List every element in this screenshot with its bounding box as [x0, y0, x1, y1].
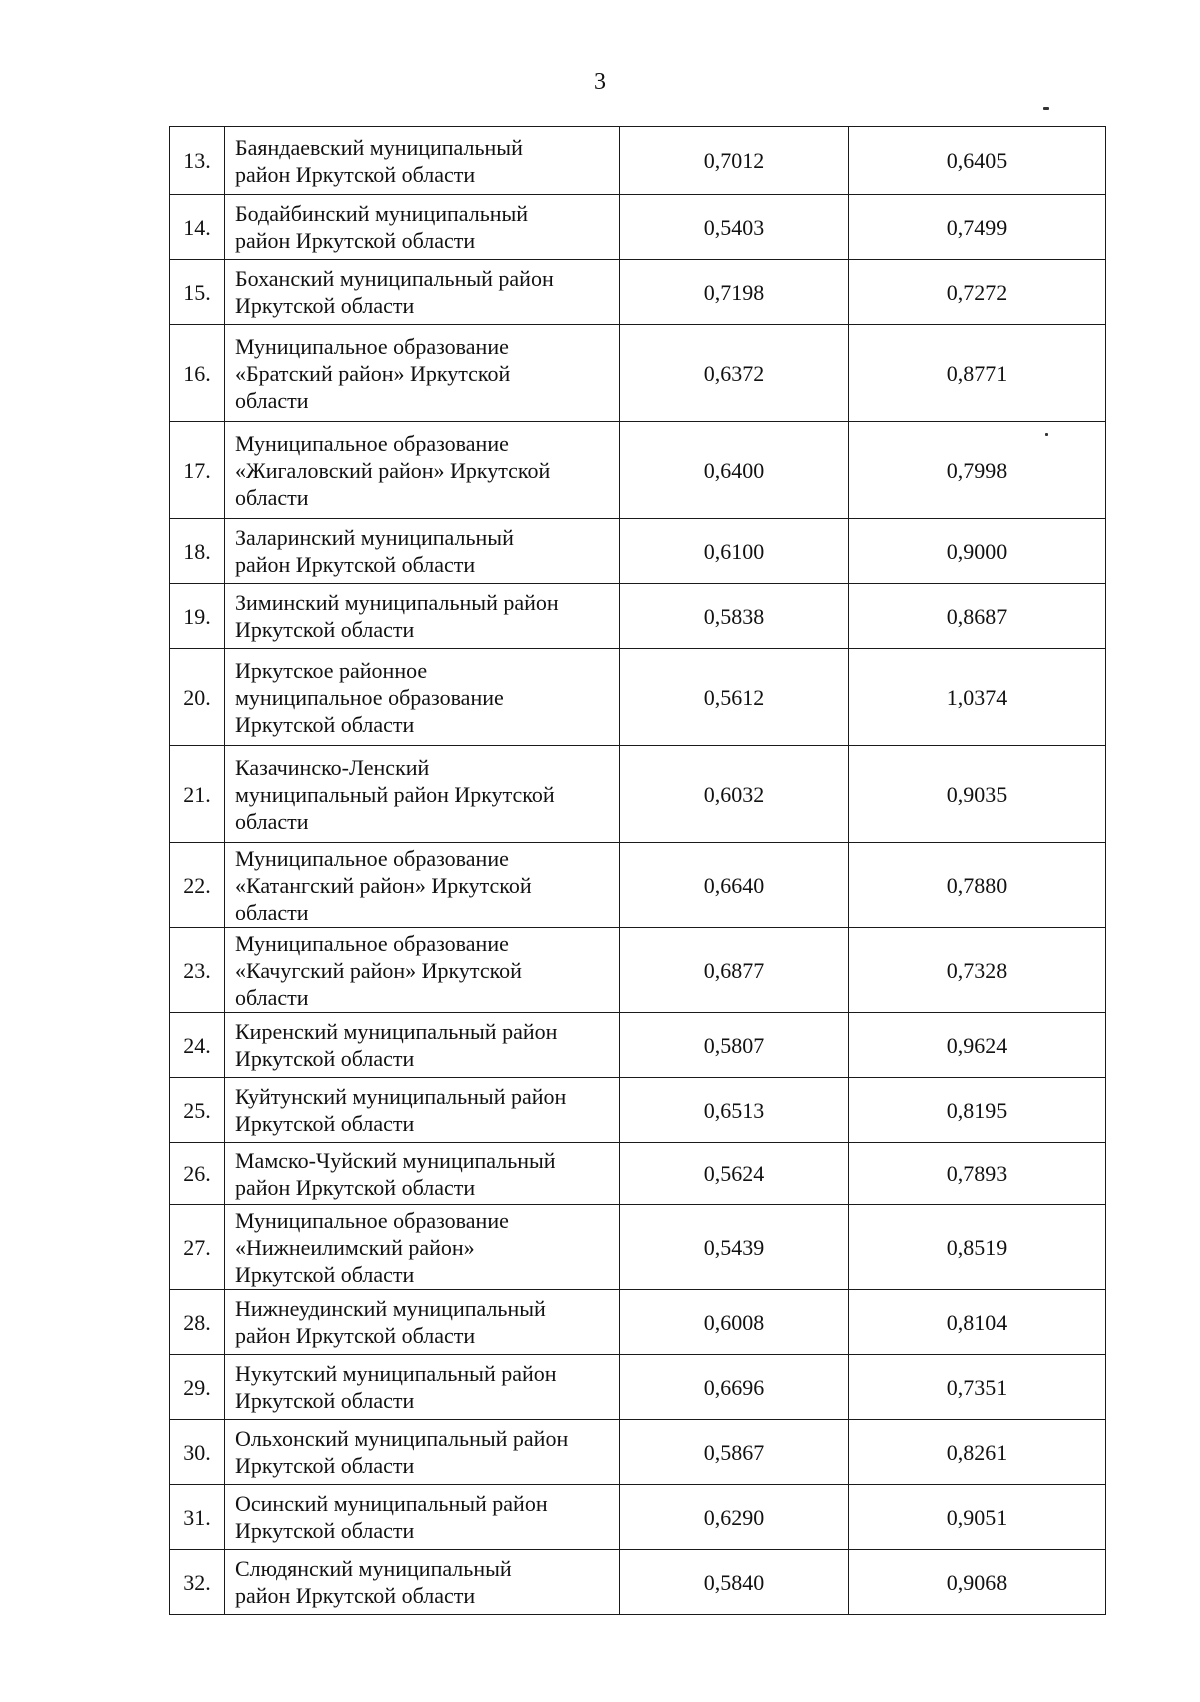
row-number: 27.	[170, 1205, 225, 1290]
indicator-value-1: 0,6640	[620, 843, 849, 928]
indicator-value-2: 0,7499	[849, 195, 1106, 260]
row-number: 16.	[170, 325, 225, 422]
municipality-name: Слюдянский муниципальный район Иркутской области	[225, 1550, 620, 1615]
indicator-value-2: 0,7880	[849, 843, 1106, 928]
row-number: 29.	[170, 1355, 225, 1420]
table-body	[170, 127, 1106, 1615]
municipality-name: Нижнеудинский муниципальный район Иркутской области	[225, 1290, 620, 1355]
table-row	[170, 260, 1106, 325]
table-row	[170, 127, 1106, 195]
indicator-value-1: 0,6372	[620, 325, 849, 422]
indicator-value-1: 0,5807	[620, 1013, 849, 1078]
table-row	[170, 1143, 1106, 1205]
table-row	[170, 1205, 1106, 1290]
table-row	[170, 928, 1106, 1013]
row-number: 25.	[170, 1078, 225, 1143]
indicator-value-1: 0,6008	[620, 1290, 849, 1355]
indicator-value-2: 1,0374	[849, 649, 1106, 746]
municipality-name: Зиминский муниципальный район Иркутской области	[225, 584, 620, 649]
indicator-value-2: 0,9035	[849, 746, 1106, 843]
indicator-value-1: 0,5624	[620, 1143, 849, 1205]
row-number: 21.	[170, 746, 225, 843]
row-number: 32.	[170, 1550, 225, 1615]
indicator-value-1: 0,6696	[620, 1355, 849, 1420]
indicator-value-2: 0,7893	[849, 1143, 1106, 1205]
indicator-value-1: 0,5612	[620, 649, 849, 746]
indicator-value-1: 0,5403	[620, 195, 849, 260]
table-row	[170, 1550, 1106, 1615]
municipality-name: Бодайбинский муниципальный район Иркутской области	[225, 195, 620, 260]
indicator-value-2: 0,8261	[849, 1420, 1106, 1485]
municipality-name: Иркутское районное муниципальное образование Иркутской области	[225, 649, 620, 746]
indicator-value-2: 0,9051	[849, 1485, 1106, 1550]
municipality-name: Муниципальное образование «Нижнеилимский район» Иркутской области	[225, 1205, 620, 1290]
table-row	[170, 584, 1106, 649]
municipality-name: Муниципальное образование «Качугский район» Иркутской области	[225, 928, 620, 1013]
municipality-name: Куйтунский муниципальный район Иркутской области	[225, 1078, 620, 1143]
indicator-value-2: 0,7998	[849, 422, 1106, 519]
indicator-value-2: 0,9068	[849, 1550, 1106, 1615]
indicators-table	[169, 126, 1106, 1615]
scan-speck	[1043, 107, 1049, 110]
indicator-value-2: 0,6405	[849, 127, 1106, 195]
indicator-value-1: 0,5439	[620, 1205, 849, 1290]
table-row	[170, 843, 1106, 928]
indicator-value-2: 0,8104	[849, 1290, 1106, 1355]
indicator-value-1: 0,5867	[620, 1420, 849, 1485]
indicator-value-1: 0,5840	[620, 1550, 849, 1615]
table-row	[170, 1485, 1106, 1550]
indicator-value-2: 0,7351	[849, 1355, 1106, 1420]
municipality-name: Баяндаевский муниципальный район Иркутской области	[225, 127, 620, 195]
indicator-value-2: 0,7328	[849, 928, 1106, 1013]
indicator-value-1: 0,6100	[620, 519, 849, 584]
indicator-value-2: 0,8519	[849, 1205, 1106, 1290]
indicator-value-2: 0,9624	[849, 1013, 1106, 1078]
indicator-value-1: 0,6513	[620, 1078, 849, 1143]
table-row	[170, 1078, 1106, 1143]
municipality-name: Казачинско-Ленский муниципальный район Иркутской области	[225, 746, 620, 843]
municipality-name: Нукутский муниципальный район Иркутской области	[225, 1355, 620, 1420]
row-number: 13.	[170, 127, 225, 195]
row-number: 17.	[170, 422, 225, 519]
row-number: 23.	[170, 928, 225, 1013]
page-number: 3	[594, 69, 606, 95]
table-row	[170, 1013, 1106, 1078]
indicator-value-1: 0,6032	[620, 746, 849, 843]
municipality-name: Осинский муниципальный район Иркутской области	[225, 1485, 620, 1550]
indicator-value-1: 0,6400	[620, 422, 849, 519]
row-number: 19.	[170, 584, 225, 649]
table-row	[170, 325, 1106, 422]
indicator-value-1: 0,6877	[620, 928, 849, 1013]
table-row	[170, 746, 1106, 843]
table-row	[170, 519, 1106, 584]
municipality-name: Боханский муниципальный район Иркутской области	[225, 260, 620, 325]
indicator-value-1: 0,7012	[620, 127, 849, 195]
row-number: 14.	[170, 195, 225, 260]
municipality-name: Заларинский муниципальный район Иркутской области	[225, 519, 620, 584]
municipality-name: Муниципальное образование «Жигаловский район» Иркутской области	[225, 422, 620, 519]
indicator-value-1: 0,7198	[620, 260, 849, 325]
municipality-name: Киренский муниципальный район Иркутской области	[225, 1013, 620, 1078]
table-row	[170, 649, 1106, 746]
row-number: 20.	[170, 649, 225, 746]
municipality-name: Ольхонский муниципальный район Иркутской области	[225, 1420, 620, 1485]
table-row	[170, 422, 1106, 519]
row-number: 30.	[170, 1420, 225, 1485]
municipality-name: Муниципальное образование «Катангский район» Иркутской области	[225, 843, 620, 928]
municipality-name: Муниципальное образование «Братский район» Иркутской области	[225, 325, 620, 422]
municipality-name: Мамско-Чуйский муниципальный район Иркутской области	[225, 1143, 620, 1205]
indicator-value-2: 0,8771	[849, 325, 1106, 422]
row-number: 31.	[170, 1485, 225, 1550]
table-row	[170, 1355, 1106, 1420]
row-number: 28.	[170, 1290, 225, 1355]
table-row	[170, 1290, 1106, 1355]
table-row	[170, 1420, 1106, 1485]
indicator-value-1: 0,6290	[620, 1485, 849, 1550]
indicator-value-2: 0,7272	[849, 260, 1106, 325]
row-number: 24.	[170, 1013, 225, 1078]
indicator-value-2: 0,8687	[849, 584, 1106, 649]
indicator-value-2: 0,8195	[849, 1078, 1106, 1143]
row-number: 26.	[170, 1143, 225, 1205]
row-number: 22.	[170, 843, 225, 928]
indicator-value-1: 0,5838	[620, 584, 849, 649]
row-number: 18.	[170, 519, 225, 584]
indicator-value-2: 0,9000	[849, 519, 1106, 584]
table-row	[170, 195, 1106, 260]
row-number: 15.	[170, 260, 225, 325]
